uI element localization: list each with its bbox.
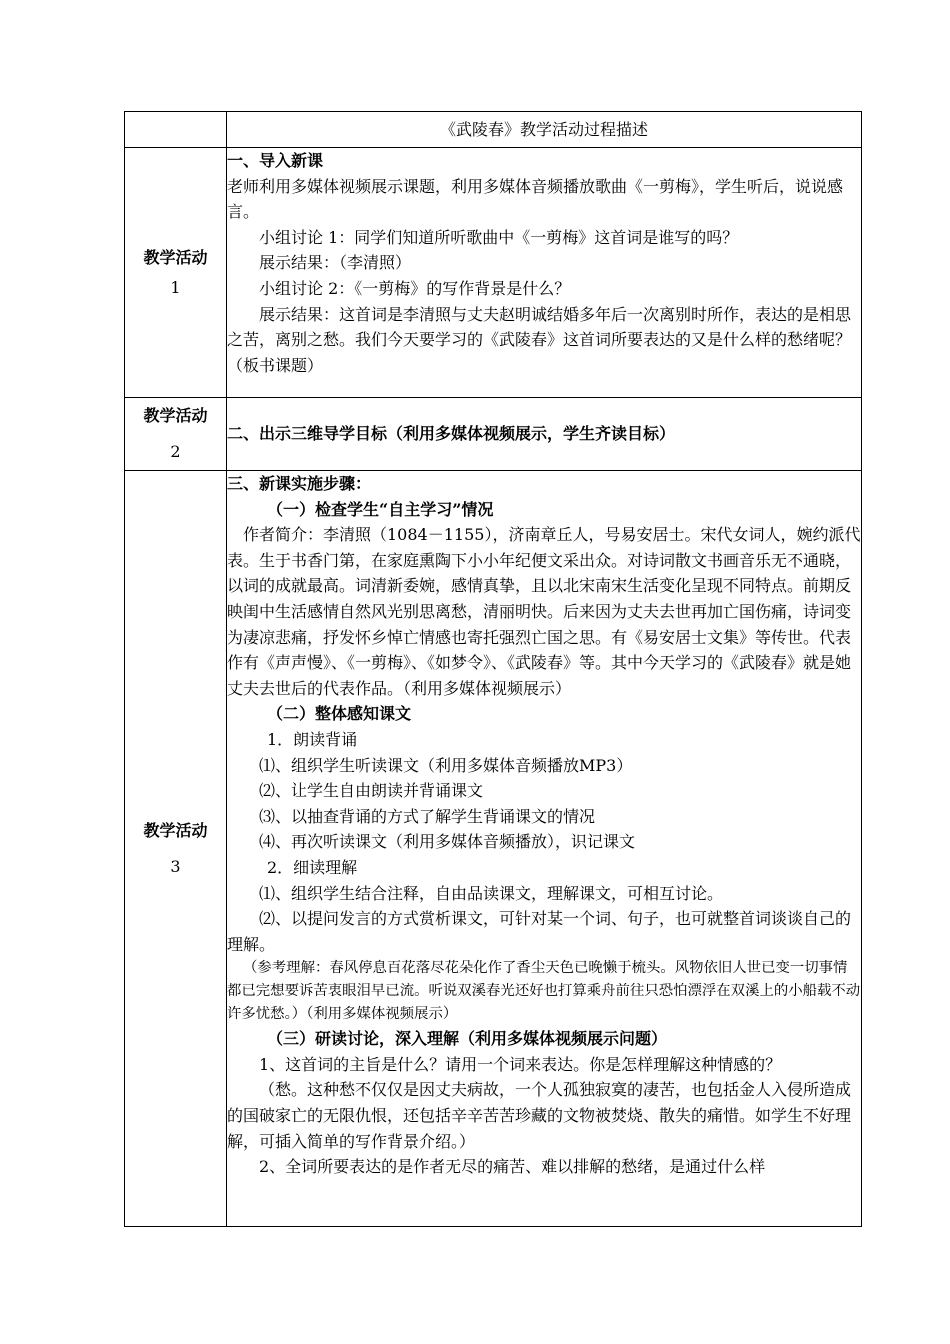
paragraph: 展示结果：这首词是李清照与丈夫赵明诚结婚多年后一次离别时所作，表达的是相思之苦，离别之愁。我们今天要学习的《武陵春》这首词所要表达的又是什么样的愁绪呢？（板书课题）: [227, 304, 852, 375]
activity-content-1: [227, 148, 862, 398]
paragraph: 小组讨论 2：《一剪梅》的写作背景是什么？: [259, 278, 571, 298]
title-row: [125, 112, 862, 148]
list-item: ⑷、再次听读课文（利用多媒体音频播放），识记课文: [259, 832, 636, 852]
subsection-heading: （二）整体感知课文: [267, 704, 412, 724]
list-item: ⑵、让学生自由朗读并背诵课文: [259, 781, 484, 801]
paragraph: 1．朗读背诵: [267, 729, 358, 749]
activity-label-3: [125, 471, 227, 1227]
activity-row-3: [125, 471, 862, 1227]
list-item: ⑴、组织学生听读课文（利用多媒体音频播放MP3）: [259, 755, 633, 775]
paragraph: 小组讨论 1：同学们知道所听歌曲中《一剪梅》这首词是谁写的吗？: [259, 227, 739, 247]
activity-content-3: [227, 471, 862, 1227]
activity-number: 3: [170, 856, 181, 876]
activity-label-2: [125, 398, 227, 471]
reference-note: （参考理解：春风停息百花落尽花朵化作了香尘天色已晚懒于梳头。风物依旧人世已变一切事情都已完想要诉苦衷眼泪早已流。听说双溪春光还好也打算乘舟前往只恐怕漂浮在双溪上的小船载不动许多忧愁。）（利用多媒体视频展示）: [227, 960, 861, 1023]
section-heading: 一、导入新课: [227, 151, 324, 170]
subsection-heading: （一）检查学生“自主学习”情况: [267, 499, 494, 519]
list-item: ⑵、以提问发言的方式赏析课文，可针对某一个词、句子，也可就整首词谈谈自己的理解。: [227, 909, 852, 954]
activity-label-text: 教学活动: [143, 820, 208, 840]
activity-label-text: 教学活动: [143, 247, 208, 267]
paragraph: 老师利用多媒体视频展示课题，利用多媒体音频播放歌曲《一剪梅》，学生听后，说说感言。: [227, 176, 844, 222]
paragraph: 2、全词所要表达的是作者无尽的痛苦、难以排解的愁绪，是通过什么样: [259, 1157, 766, 1177]
page-title: 《武陵春》教学活动过程描述: [227, 112, 862, 148]
activity-number: 1: [170, 277, 181, 297]
activity-label-text: 教学活动: [143, 406, 208, 425]
lesson-table: [124, 111, 862, 1227]
activity-content-2: [227, 398, 862, 471]
title-blank-cell: [125, 112, 227, 148]
list-item: ⑴、组织学生结合注释，自由品读课文，理解课文，可相互讨论。: [259, 883, 724, 903]
paragraph: 展示结果：（李清照）: [259, 253, 412, 273]
activity-row-2: [125, 398, 862, 471]
paragraph: （愁。这种愁不仅仅是因丈夫病故，一个人孤独寂寞的凄苦，也包括金人入侵所造成的国破家亡的无限仇恨，还包括辛辛苦苦珍藏的文物被焚烧、散失的痛惜。如学生不好理解，可插入简单的写作背景介绍。）: [227, 1080, 852, 1151]
paragraph: 作者简介：李清照（1084－1155），济南章丘人，号易安居士。宋代女词人，婉约派代表。生于书香门第，在家庭熏陶下小小年纪便文采出众。对诗词散文书画音乐无不通晓，以词的成就最高。词清新委婉，感情真挚，且以北宋南宋生活变化呈现不同特点。前期反映闺中生活感情自然风光别思离愁，清丽明快。后来因为丈夫去世再加亡国伤痛，诗词变为凄凉悲痛，抒发怀乡悼亡情感也寄托强烈亡国之思。有《易安居士文集》等传世。代表作有《声声慢》、《一剪梅》、《如梦令》、《武陵春》等。其中今天学习的《武陵春》就是她丈夫去世后的代表作品。（利用多媒体视频展示）: [227, 525, 861, 698]
section-heading: 三、新课实施步骤：: [227, 474, 372, 493]
list-item: ⑶、以抽查背诵的方式了解学生背诵课文的情况: [259, 806, 596, 826]
subsection-heading: （三）研读讨论，深入理解（利用多媒体视频展示问题）: [267, 1029, 668, 1049]
activity-number: 2: [170, 442, 181, 461]
activity-row-1: [125, 148, 862, 398]
section-heading: 二、出示三维导学目标（利用多媒体视频展示，学生齐读目标）: [227, 424, 676, 444]
paragraph: 1、这首词的主旨是什么？请用一个词来表达。你是怎样理解这种情感的？: [259, 1054, 782, 1074]
paragraph: 2．细读理解: [267, 857, 358, 877]
activity-label-1: [125, 148, 227, 398]
